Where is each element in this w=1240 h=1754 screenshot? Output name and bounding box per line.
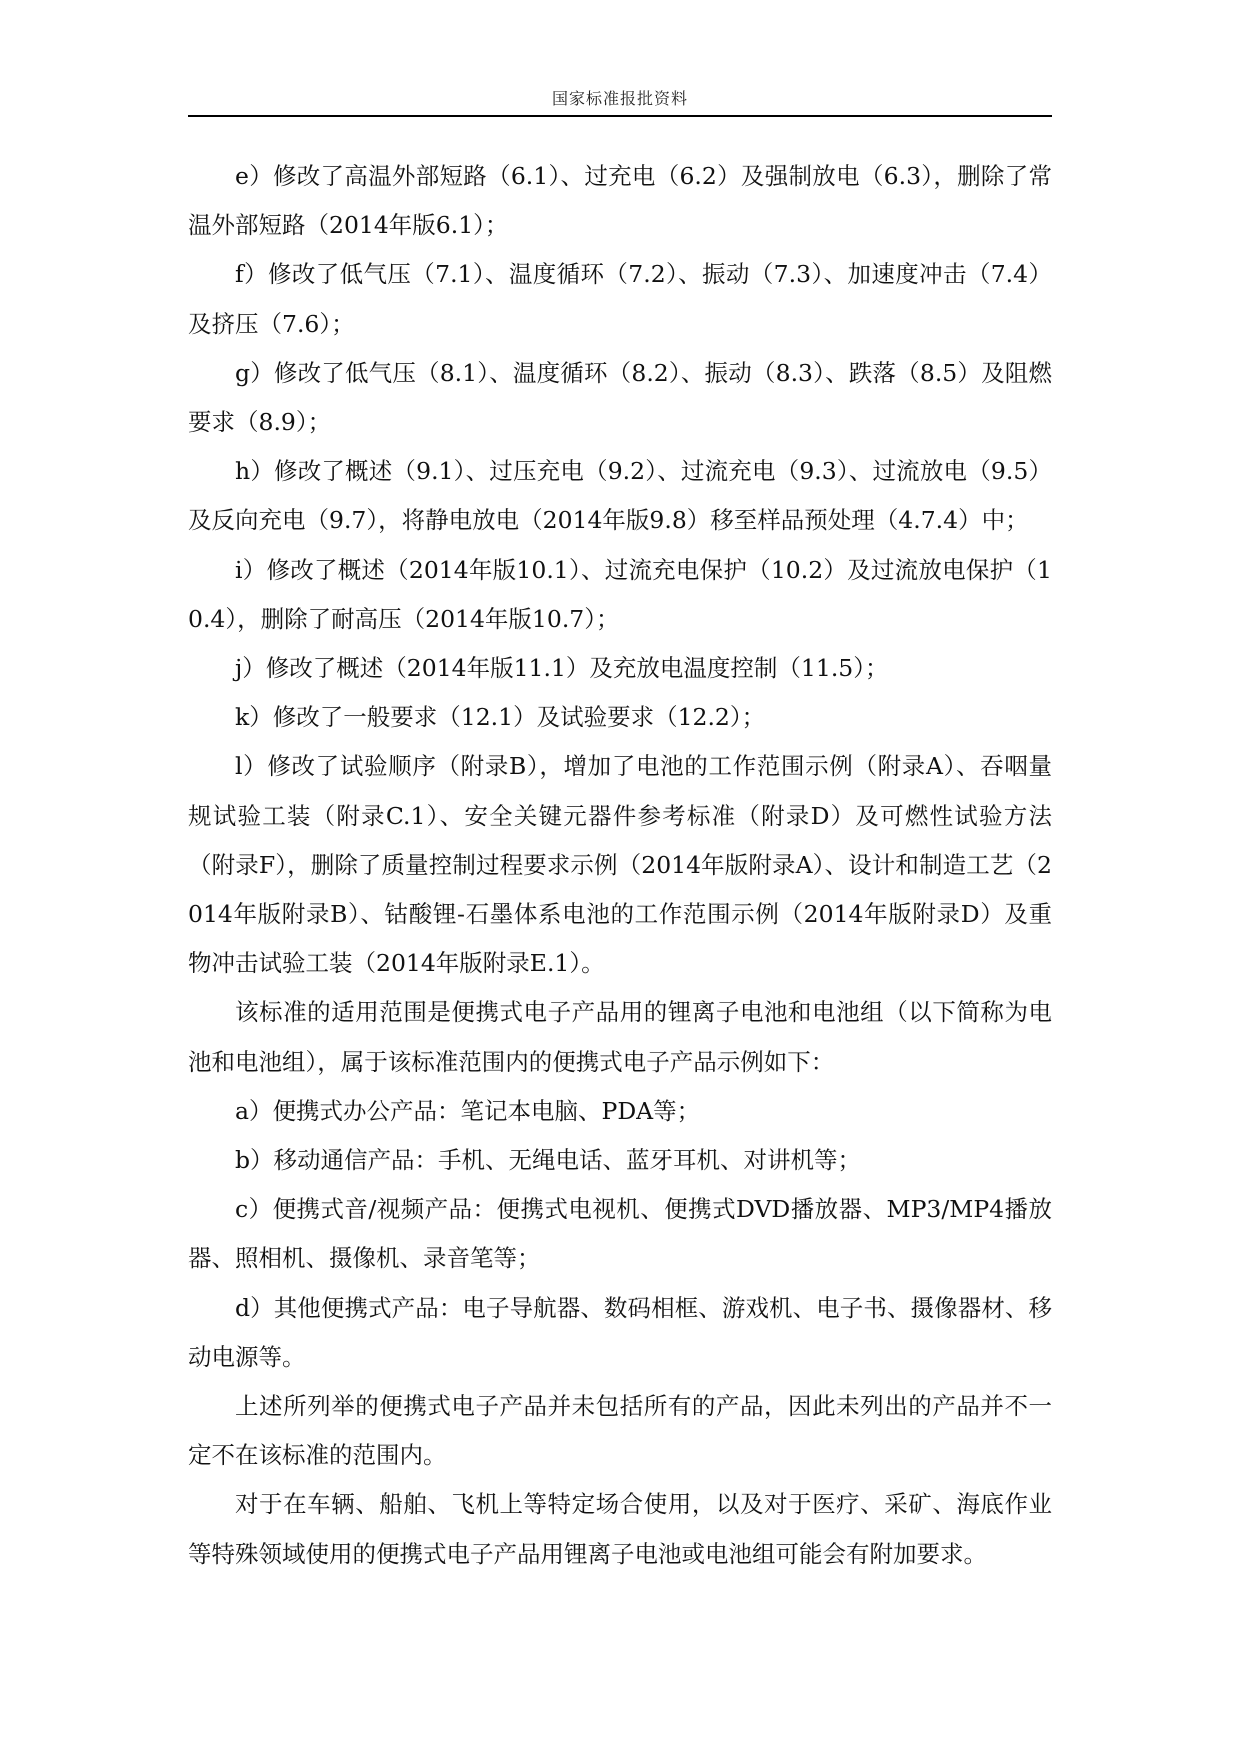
paragraph-item-e: e）修改了高温外部短路（6.1）、过充电（6.2）及强制放电（6.3），删除了常温外部短路（2014年版6.1）； — [188, 162, 1052, 240]
paragraph-item-f: f）修改了低气压（7.1）、温度循环（7.2）、振动（7.3）、加速度冲击（7.4）及挤压（7.6）； — [188, 260, 1052, 338]
paragraph-item-j: j）修改了概述（2014年版11.1）及充放电温度控制（11.5）； — [235, 654, 889, 683]
paragraph-item-l: l）修改了试验顺序（附录B），增加了电池的工作范围示例（附录A）、吞咽量规试验工装（附录C.1）、安全关键元器件参考标准（附录D）及可燃性试验方法（附录F），删除了质量控制过程要求示例（2014年版附录A）、设计和制造工艺（2014年版附录B）、钴酸锂-石墨体系电池的工作范围示例（2014年版附录D）及重物冲击试验工装（2014年版附录E.1）。 — [188, 752, 1052, 978]
paragraph-note-coverage: 上述所列举的便携式电子产品并未包括所有的产品，因此未列出的产品并不一定不在该标准的范围内。 — [188, 1392, 1052, 1470]
header-divider — [188, 115, 1052, 117]
paragraph-item-h: h）修改了概述（9.1）、过压充电（9.2）、过流充电（9.3）、过流放电（9.5）及反向充电（9.7），将静电放电（2014年版9.8）移至样品预处理（4.7.4）中； — [188, 457, 1052, 535]
paragraph-example-c: c）便携式音/视频产品：便携式电视机、便携式DVD播放器、MP3/MP4播放器、照相机、摄像机、录音笔等； — [188, 1195, 1052, 1273]
paragraph-example-a: a）便携式办公产品：笔记本电脑、PDA等； — [235, 1096, 701, 1125]
paragraph-item-g: g）修改了低气压（8.1）、温度循环（8.2）、振动（8.3）、跌落（8.5）及阻燃要求（8.9）； — [188, 358, 1052, 437]
paragraph-scope: 该标准的适用范围是便携式电子产品用的锂离子电池和电池组（以下简称为电池和电池组），属于该标准范围内的便携式电子产品示例如下： — [188, 998, 1052, 1076]
page-header-title: 国家标准报批资料 — [551, 89, 688, 108]
paragraph-item-k: k）修改了一般要求（12.1）及试验要求（12.2）； — [235, 703, 766, 732]
paragraph-example-d: d）其他便携式产品：电子导航器、数码相框、游戏机、电子书、摄像器材、移动电源等。 — [188, 1293, 1052, 1371]
paragraph-item-i: i）修改了概述（2014年版10.1）、过流充电保护（10.2）及过流放电保护（10.4），删除了耐高压（2014年版10.7）； — [188, 555, 1052, 633]
paragraph-example-b: b）移动通信产品：手机、无绳电话、蓝牙耳机、对讲机等； — [235, 1146, 862, 1175]
paragraph-note-special: 对于在车辆、船舶、飞机上等特定场合使用，以及对于医疗、采矿、海底作业等特殊领域使用的便携式电子产品用锂离子电池或电池组可能会有附加要求。 — [188, 1490, 1052, 1568]
document-body — [188, 152, 1052, 1579]
